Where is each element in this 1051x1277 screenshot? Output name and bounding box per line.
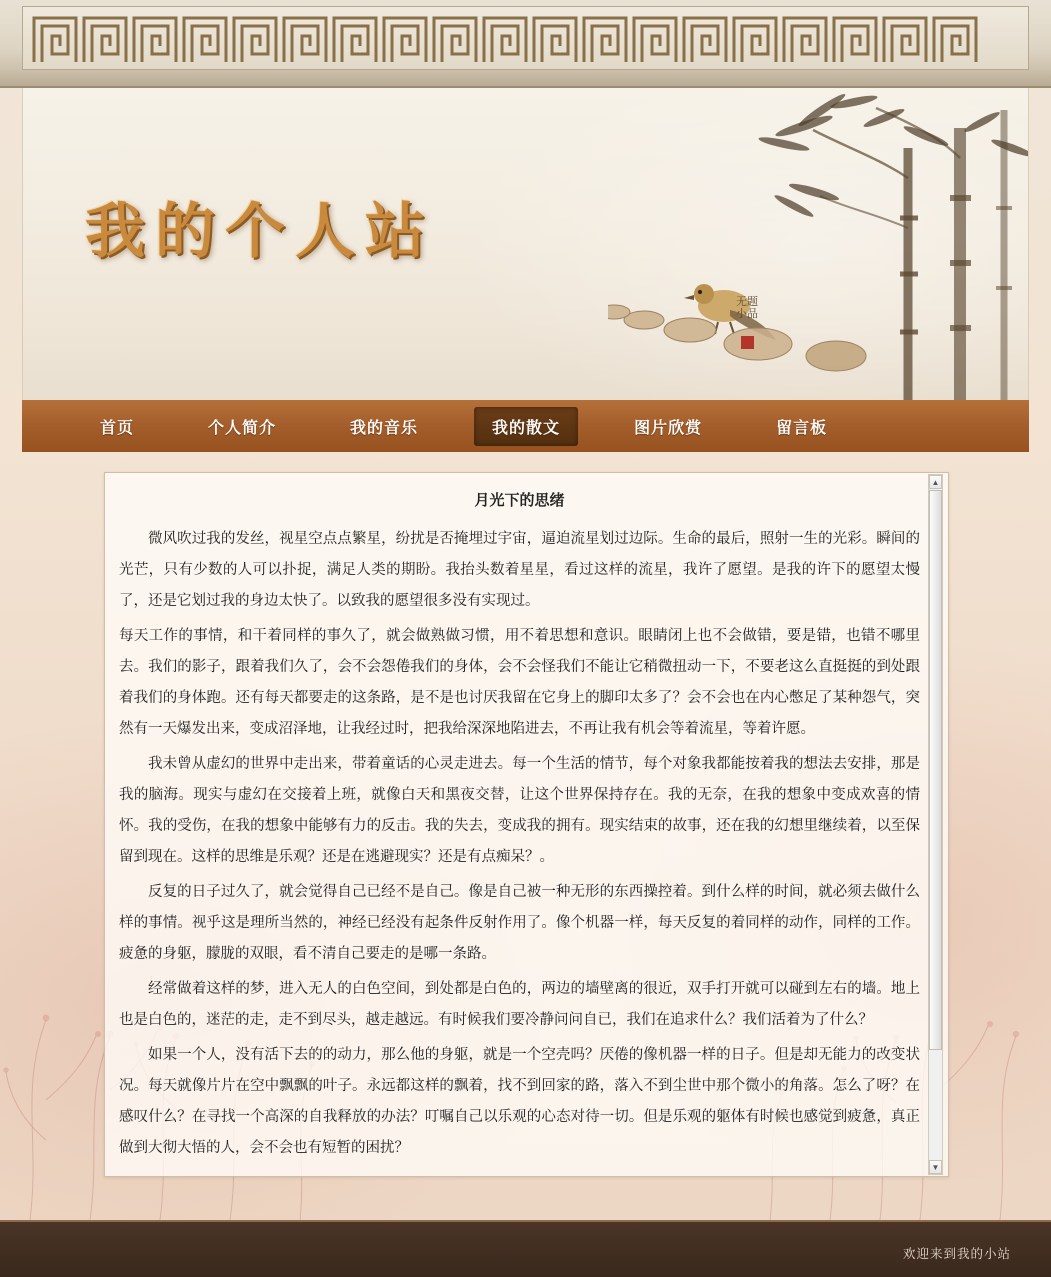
article-scroll-region[interactable] xyxy=(119,483,942,1166)
scroll-down-arrow-icon[interactable]: ▼ xyxy=(929,1160,942,1174)
article-paragraph: 每天工作的事情，和干着同样的事久了，就会做熟做习惯，用不着思想和意识。眼睛闭上也不会做错，要是错，也错不哪里去。我们的影子，跟着我们久了，会不会怨倦我们的身体，会不会怪我们不能让它稍微扭动一下，不要老这么直挺挺的到处跟着我们的身体跑。还有每天都要走的这条路，是不是也讨厌我留在它身上的脚印太多了？会不会也在内心憋足了某种怨气，突然有一天爆发出来，变成沼泽地，让我经过时，把我给深深地陷进去，不再让我有机会等着流星，等着许愿。 xyxy=(119,628,920,737)
main-navigation xyxy=(22,400,1029,452)
article-panel xyxy=(104,472,949,1177)
scroll-up-arrow-icon[interactable]: ▲ xyxy=(929,475,942,489)
article-title: 月光下的思绪 xyxy=(474,491,565,509)
greek-fret-pattern-icon xyxy=(30,12,1020,66)
article-paragraph: 我未曾从虚幻的世界中走出来，带着童话的心灵走进去。每一个生活的情节，每个对象我都能按着我的想法去安排，那是我的脑海。现实与虚幻在交接着上班，就像白天和黑夜交替，让这个世界保持存在。我的无奈，在我的想象中变成欢喜的情怀。我的受伤，在我的想象中能够有力的反击。我的失去，变成我的拥有。现实结束的故事，还在我的幻想里继续着，以至保留到现在。这样的思维是乐观？还是在逃避现实？还是有点痴呆？。 xyxy=(119,756,920,865)
red-seal-icon xyxy=(741,336,754,349)
article-paragraph: 经常做着这样的梦，进入无人的白色空间，到处都是白色的，两边的墙壁离的很近，双手打开就可以碰到左右的墙。地上也是白色的，迷茫的走，走不到尽头，越走越远。有时候我们要冷静问问自已，我们在追求什么？我们活着为了什么？ xyxy=(119,981,920,1028)
top-ornament-band xyxy=(0,0,1051,88)
nav-item-home[interactable]: 首页 xyxy=(100,419,135,437)
article-paragraph: 如果一个人，没有活下去的的动力，那么他的身躯，就是一个空壳吗？厌倦的像机器一样的日子。但是却无能力的改变状况。每天就像片片在空中飘飘的叶子。永远都这样的飘着，找不到回家的路，落入不到尘世中那个微小的角落。怎么了呀？在感叹什么？在寻找一个高深的自我释放的办法？叮嘱自己以乐观的心态对待一切。但是乐观的躯体有时候也感觉到疲惫，真正做到大彻大悟的人，会不会也有短暂的困扰？ xyxy=(119,1047,920,1156)
scrollbar-thumb[interactable] xyxy=(929,490,942,1050)
nav-item-essays[interactable]: 我的散文 xyxy=(474,407,578,446)
nav-item-gallery[interactable]: 图片欣赏 xyxy=(634,419,703,437)
article-paragraph: 微风吹过我的发丝，视星空点点繁星，纷扰是否掩埋过宇宙，逼迫流星划过边际。生命的最后，照射一生的光彩。瞬间的光芒，只有少数的人可以扑捉，满足人类的期盼。我抬头数着星星，看过这样的流星，我许了愿望。是我的许下的愿望太慢了，还是它划过我的身边太快了。以致我的愿望很多没有实现过。 xyxy=(119,531,920,609)
article-scrollbar[interactable] xyxy=(928,474,943,1175)
site-title: 我的个人站 xyxy=(85,197,435,267)
bamboo-ink-painting xyxy=(608,88,1028,400)
footer-welcome-text: 欢迎来到我的小站 xyxy=(902,1247,1011,1261)
nav-item-guestbook[interactable]: 留言板 xyxy=(776,419,828,437)
nav-item-music[interactable]: 我的音乐 xyxy=(350,419,419,437)
nav-item-profile[interactable]: 个人简介 xyxy=(208,419,277,437)
site-banner xyxy=(22,88,1029,400)
article-paragraph: 反复的日子过久了，就会觉得自己已经不是自己。像是自己被一种无形的东西操控着。到什么样的时间，就必须去做什么样的事情。视乎这是理所当然的，神经已经没有起条件反射作用了。像个机器一样，每天反复的着同样的动作，同样的工作。疲惫的身躯，朦胧的双眼，看不清自己要走的是哪一条路。 xyxy=(119,884,920,962)
page-footer xyxy=(0,1220,1051,1277)
seal-text: 无题 小品 xyxy=(736,295,758,320)
